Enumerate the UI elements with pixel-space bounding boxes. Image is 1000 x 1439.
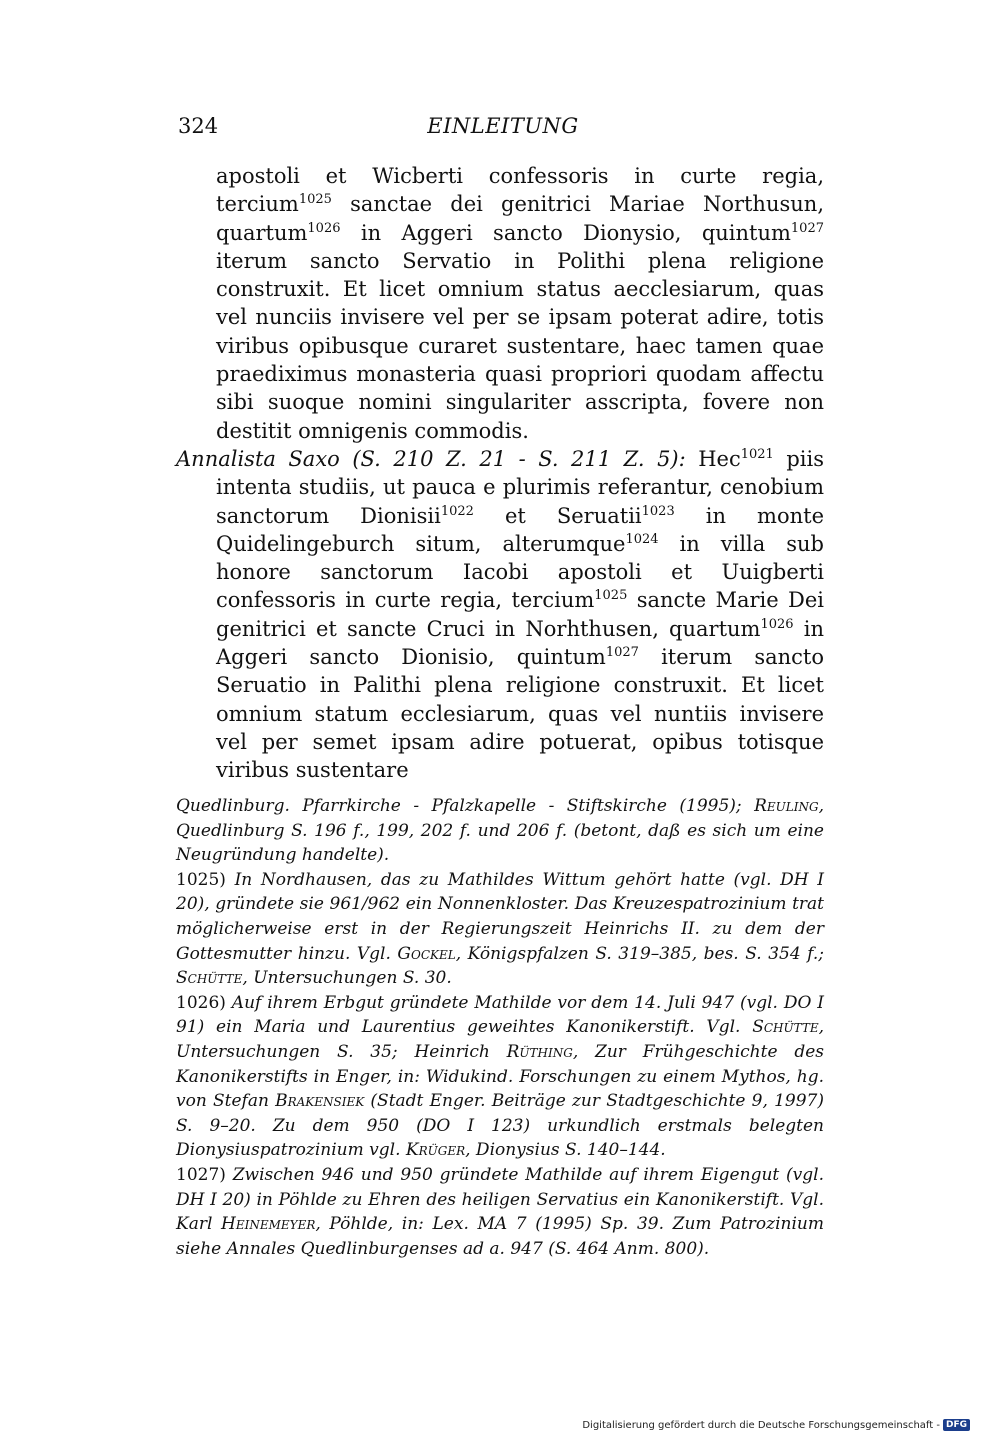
text-run: piis intenta studiis, ut pauca e plurimis referantur, cenobium sanctorum Dionisii <box>216 446 824 528</box>
footnote-text: Quedlinburg. Pfarrkirche - Pfalzkapelle - Stiftskirche (1995); <box>176 796 755 816</box>
footnote-text: (Stadt Enger. Beiträge zur Stadtgeschichte 9, 1997) S. 9–20. Zu dem 950 (DO I 123) urkundlich erstmals belegten Dionysiuspatrozinium vgl. <box>176 1091 824 1161</box>
author-name: Reuling <box>754 796 819 816</box>
page-header <box>178 114 828 144</box>
footnote-text: Auf ihrem Erbgut gründete Mathilde vor dem 14. Juli 947 (vgl. DO I 91) ein Maria und Laurentius geweihtes Kanonikerstift. Vgl. <box>176 992 824 1038</box>
author-name: Rüthing <box>506 1041 573 1062</box>
text-run: sanctae dei genitrici Mariae Northusun, quartum <box>216 192 824 245</box>
footnote-1027 <box>176 1163 824 1261</box>
dfg-logo: DFG <box>943 1419 970 1431</box>
footnote-ref: 1027 <box>605 645 639 661</box>
text-run: sancte Marie Dei genitrici et sancte Cruci in Norhthusen, quartum <box>216 588 824 641</box>
text-run: in villa sub honore sanctorum Iacobi apostoli et Uuigberti confessoris in curte regia, tercium <box>216 531 824 613</box>
author-name: Schütte <box>752 1017 819 1038</box>
footnotes <box>176 794 824 1261</box>
source-citation: Annalista Saxo (S. 210 Z. 21 - S. 211 Z. 5): <box>176 446 686 471</box>
footnote-ref: 1022 <box>440 503 474 519</box>
author-name: Brakensiek <box>275 1091 365 1112</box>
credit-text: Digitalisierung gefördert durch die Deutsche Forschungsgemeinschaft - <box>582 1419 940 1431</box>
footnote-ref: 1026 <box>307 220 341 236</box>
footnote-text: , Zur Frühgeschichte des Kanonikerstifts in Enger, in: Widukind. Forschungen zu einem Mythos, hg. von Stefan <box>176 1041 824 1112</box>
footnote-ref: 1025 <box>594 588 628 604</box>
text-run: apostoli et Wicberti confessoris in curte regia, tercium <box>216 164 824 217</box>
footnote-ref: 1021 <box>740 446 774 462</box>
footnote-text: , Quedlinburg S. 196 f., 199, 202 f. und 206 f. (betont, daß es sich um eine Neugründung handelte). <box>176 796 824 866</box>
text-run: et Seruatii <box>473 503 642 528</box>
footnote-ref: 1026 <box>760 616 794 632</box>
text-run: Hec <box>685 446 741 471</box>
main-text <box>176 162 824 785</box>
digitization-credit <box>582 1419 970 1431</box>
author-name: Gockel <box>397 943 456 964</box>
footnote-1024-continued <box>176 794 824 868</box>
running-head: EINLEITUNG <box>427 114 579 138</box>
footnote-ref: 1027 <box>790 220 824 236</box>
page-number: 324 <box>178 114 219 138</box>
text-run: in Aggeri sancto Dionisio, quintum <box>216 616 824 670</box>
text-run: iterum sancto Seruatio in Palithi plena religione construxit. Et licet omnium statum ecclesiarum, quas vel nuntiis invisere vel per semet ipsam adire potuerat, opibus totisque viribus sustentare <box>216 645 825 783</box>
footnote-text: , Untersuchungen S. 30. <box>242 968 452 989</box>
footnote-text: , Untersuchungen S. 35; Heinrich <box>176 1017 824 1062</box>
text-run: in Aggeri sancto Dionysio, quintum <box>340 220 791 245</box>
author-name: Krüger <box>405 1140 466 1161</box>
text-run: in monte Quidelingeburch situm, alterumque <box>216 503 824 556</box>
footnote-number: 1026) <box>176 992 226 1013</box>
footnote-1025 <box>176 868 824 991</box>
footnote-ref: 1023 <box>641 503 675 519</box>
footnote-1026 <box>176 991 824 1163</box>
annalista-paragraph <box>176 445 824 785</box>
author-name: Schütte <box>176 968 243 989</box>
footnote-number: 1027) <box>176 1164 226 1185</box>
footnote-ref: 1025 <box>298 192 332 208</box>
footnote-text: , Königspfalzen S. 319–385, bes. S. 354 f.; <box>455 943 824 964</box>
footnote-text: , Pöhlde, in: Lex. MA 7 (1995) Sp. 39. Zum Patrozinium siehe Annales Quedlinburgenses ad a. 947 (S. 464 Anm. 800). <box>176 1214 824 1259</box>
text-run: iterum sancto Servatio in Polithi plena religione construxit. Et licet omnium status aecclesiarum, quas vel nunciis invisere vel per se ipsam poterat adire, totis viribus opibusque curaret sustentare, haec tamen quae praediximus monasteria quasi propriori quodam affectu sibi suoque nomini singulariter asscripta, fovere non destitit omnigenis commodis. <box>216 248 824 443</box>
footnote-text: , Dionysius S. 140–144. <box>465 1140 666 1161</box>
footnote-number: 1025) <box>176 869 226 890</box>
footnote-text: Zwischen 946 und 950 gründete Mathilde auf ihrem Eigengut (vgl. DH I 20) in Pöhlde zu Ehren des heiligen Servatius ein Kanonikerstift. Vgl. Karl <box>176 1164 824 1235</box>
author-name: Heinemeyer <box>221 1214 316 1235</box>
footnote-text: In Nordhausen, das zu Mathildes Wittum gehört hatte (vgl. DH I 20), gründete sie 961/962 ein Nonnenkloster. Das Kreuzespatrozinium trat möglicherweise erst in der Regierungszeit Heinrichs II. zu dem der Gottesmutter hinzu. Vgl. <box>176 869 824 964</box>
latin-text-paragraph <box>176 162 824 445</box>
footnote-ref: 1024 <box>625 531 659 547</box>
